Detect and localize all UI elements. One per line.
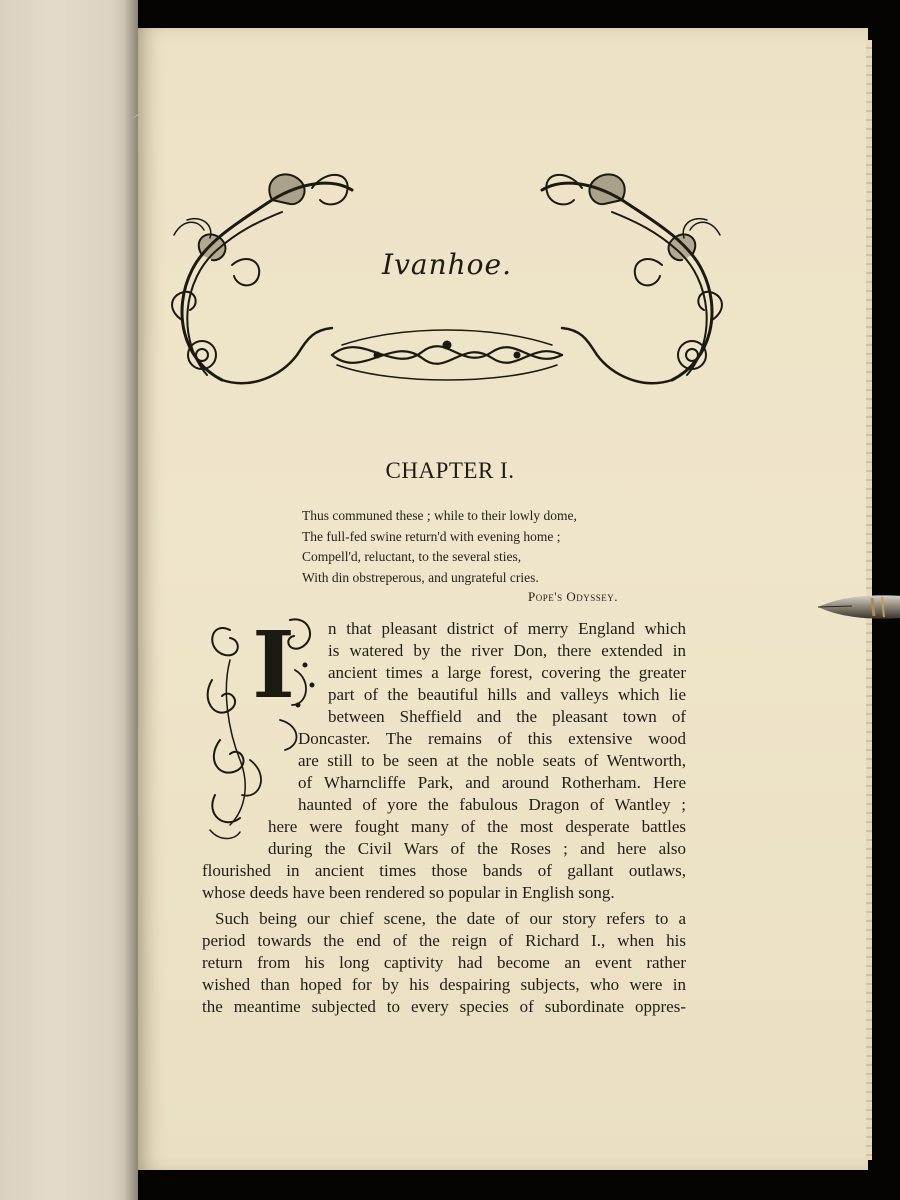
facing-page <box>0 0 138 1200</box>
chapter-title: CHAPTER I. <box>385 458 515 483</box>
floral-ornament-frame-icon <box>162 160 732 405</box>
body-line: Such being our chief scene, the date of our story refers to a <box>215 909 686 928</box>
body-line: the meantime subjected to every species of subordinate oppres- <box>202 997 686 1016</box>
body-line: during the Civil Wars of the Roses ; and here also <box>268 839 686 858</box>
epigraph-line: The full-fed swine return'd with evening home ; <box>302 528 561 544</box>
body-line: flourished in ancient times those bands of gallant outlaws, <box>202 861 686 880</box>
body-line: haunted of yore the fabulous Dragon of Wantley ; <box>298 795 686 814</box>
epigraph <box>302 506 616 588</box>
body-line: here were fought many of the most desperate battles <box>268 817 686 836</box>
epigraph-line: With din obstreperous, and ungrateful cries. <box>302 569 539 585</box>
header-signature: Ivanhoe. <box>382 248 512 281</box>
body-line: ancient times a large forest, covering the greater <box>328 663 686 682</box>
body-line: between Sheffield and the pleasant town of <box>328 707 686 726</box>
body-line: wished than hoped for by his despairing subjects, who were in <box>202 975 686 994</box>
body-line: part of the beautiful hills and valleys which lie <box>328 685 686 704</box>
epigraph-line: Thus communed these ; while to their lowly dome, <box>302 508 577 523</box>
body-line: n that pleasant district of merry England which <box>328 619 686 638</box>
body-line: return from his long captivity had become an event rather <box>202 953 686 972</box>
body-line: whose deeds have been rendered so popular in English song. <box>202 883 615 902</box>
body-line: is watered by the river Don, there extended in <box>328 641 686 660</box>
epigraph-attribution: Pope's Odyssey. <box>528 589 618 604</box>
epigraph-line: Compell'd, reluctant, to the several sties, <box>302 549 522 565</box>
body-line: Doncaster. The remains of this extensive wood <box>298 729 686 748</box>
body-line: of Wharncliffe Park, and around Rotherham. Here <box>298 773 686 792</box>
drop-cap-letter: I <box>252 611 296 719</box>
body-line: period towards the end of the reign of Richard I., when his <box>202 931 686 950</box>
body-line: are still to be seen at the noble seats of Wentworth, <box>298 751 686 770</box>
pen-nib-icon <box>812 590 900 624</box>
